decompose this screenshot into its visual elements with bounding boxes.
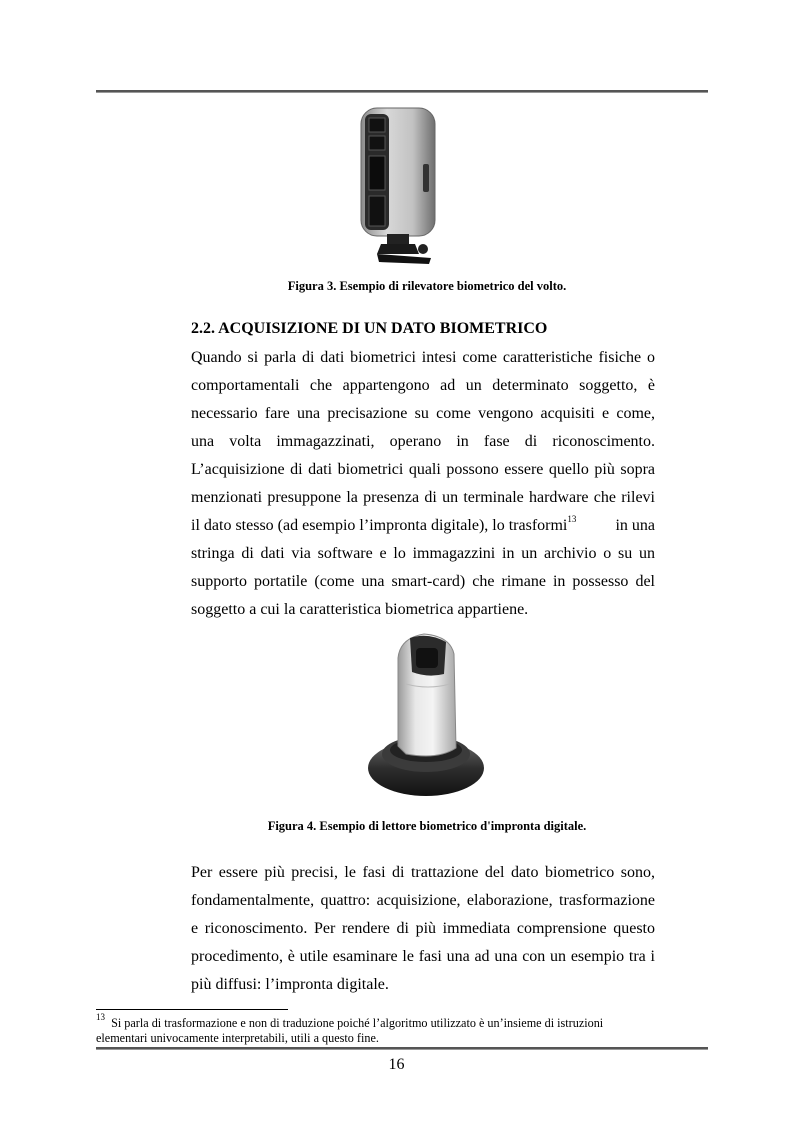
section-heading: 2.2. ACQUISIZIONE DI UN DATO BIOMETRICO xyxy=(191,320,548,337)
text-line-with-footnote xyxy=(191,512,655,540)
text-line: L’acquisizione di dati biometrici quali possono essere quello più sopra xyxy=(191,461,655,478)
figure4-caption: Figura 4. Esempio di lettore biometrico d'impronta digitale. xyxy=(267,819,587,833)
text-line: comportamentali che appartengono ad un determinato soggetto, è xyxy=(191,377,655,394)
text-line: necessario fare una precisazione su come vengono acquisiti e come, xyxy=(191,405,655,422)
footnote-separator xyxy=(96,1009,288,1010)
text-line: e riconoscimento. Per rendere di più immediata comprensione questo xyxy=(191,920,655,937)
text-fragment: in una xyxy=(615,517,655,534)
footnote-ref[interactable]: 13 xyxy=(567,513,577,524)
text-fragment: il dato stesso (ad esempio l’impronta digitale), lo trasformi xyxy=(191,517,568,534)
footnote-text-line2: elementari univocamente interpretabili, utili a questo fine. xyxy=(96,1031,379,1045)
figure3-caption: Figura 3. Esempio di rilevatore biometrico del volto. xyxy=(287,279,567,293)
text-line: procedimento, è utile esaminare le fasi una ad una con un esempio tra i xyxy=(191,948,655,965)
page-number: 16 xyxy=(388,1056,405,1073)
footnote-number: 13 xyxy=(96,1011,105,1022)
text-line: stringa di dati via software e lo immagazzini in un archivio o su un xyxy=(191,545,655,562)
text-line: fondamentalmente, quattro: acquisizione, elaborazione, trasformazione xyxy=(191,892,655,909)
header-rule xyxy=(96,90,708,93)
paragraph-2 xyxy=(191,859,655,999)
face-scanner-image xyxy=(345,104,455,270)
text-line: soggetto a cui la caratteristica biometrica appartiene. xyxy=(191,601,529,618)
footnote xyxy=(96,1011,656,1046)
fingerprint-reader-image xyxy=(358,628,494,804)
text-line: supporto portatile (come una smart-card) che rimane in possesso del xyxy=(191,573,655,590)
text-line: menzionati presuppone la presenza di un terminale hardware che rilevi xyxy=(191,489,655,506)
text-line: più diffusi: l’impronta digitale. xyxy=(191,976,389,993)
text-line: Per essere più precisi, le fasi di trattazione del dato biometrico sono, xyxy=(191,864,655,881)
footnote-text-line1: Si parla di trasformazione e non di traduzione poiché l’algoritmo utilizzato è un’insieme di istruzioni xyxy=(111,1016,604,1030)
footer-rule xyxy=(96,1047,708,1050)
text-line: Quando si parla di dati biometrici intesi come caratteristiche fisiche o xyxy=(191,349,655,366)
text-line: una volta immagazzinati, operano in fase di riconoscimento. xyxy=(191,433,655,450)
paragraph-1 xyxy=(191,344,655,624)
